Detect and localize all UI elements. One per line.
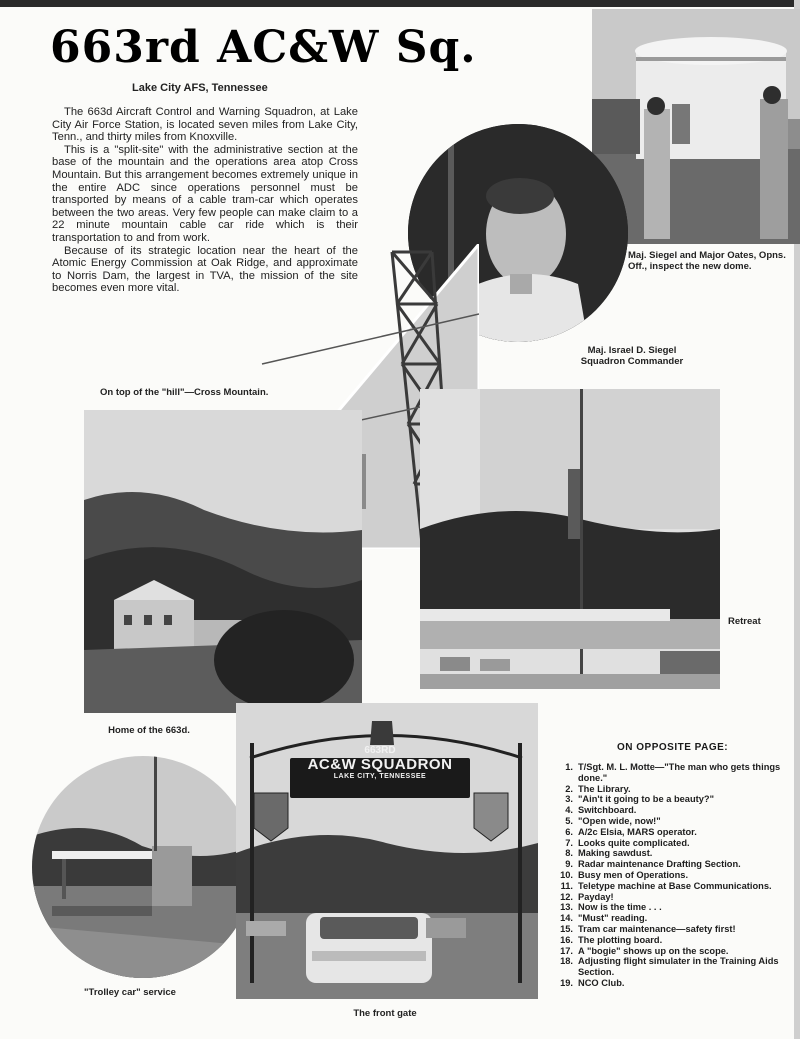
list-item: 3. "Ain't it going to be a beauty?" xyxy=(565,794,715,805)
list-item: 12. Payday! xyxy=(560,891,614,902)
gate-sign-location: LAKE CITY, TENNESSEE xyxy=(333,773,427,780)
opposite-page-heading: ON OPPOSITE PAGE: xyxy=(617,742,729,753)
opposite-page-list xyxy=(557,762,787,989)
list-item: 4. Switchboard. xyxy=(565,805,637,816)
list-item: 13. Now is the time . . . xyxy=(560,902,662,913)
list-item: 9. Radar maintenance Drafting Section. xyxy=(565,859,741,870)
intro-paragraph: The 663d Aircraft Control and Warning Squadron, at Lake City Air Force Station, is located seven miles from Lake City, Tenn., and thirty miles from Knoxville. xyxy=(52,106,358,144)
list-item: 5. "Open wide, now!" xyxy=(565,815,661,826)
page-top-edge xyxy=(0,0,800,7)
home-caption: Home of the 663d. xyxy=(108,725,190,736)
cross-mountain-caption: On top of the "hill"—Cross Mountain. xyxy=(100,387,269,398)
list-item: 18. Adjusting flight simulater in the Training Aids Section. xyxy=(560,956,779,978)
front-gate-caption: The front gate xyxy=(353,1008,417,1019)
retreat-photo xyxy=(420,389,720,689)
list-item: 14. "Must" reading. xyxy=(560,913,648,924)
list-item: 19. NCO Club. xyxy=(560,977,625,988)
intro-paragraph: Because of its strategic location near the heart of the Atomic Energy Commission at Oak Ridge, and approximate to Norris Dam, the largest in TVA, the mission of the site becomes even more vital. xyxy=(52,244,358,295)
gate-sign-text xyxy=(290,745,470,781)
list-item: 7. Looks quite complicated. xyxy=(565,837,690,848)
list-item: 10. Busy men of Operations. xyxy=(560,869,689,880)
gate-sign-number: 663RD xyxy=(364,745,396,756)
trolley-photo xyxy=(32,756,254,978)
list-item: 17. A "bogie" shows up on the scope. xyxy=(560,945,729,956)
retreat-caption: Retreat xyxy=(728,616,761,627)
commander-name: Maj. Israel D. Siegel xyxy=(587,345,677,356)
page-subtitle: Lake City AFS, Tennessee xyxy=(132,82,268,94)
page-title: 663rd AC&W Sq. xyxy=(50,22,477,73)
commander-title: Squadron Commander xyxy=(580,356,684,367)
list-item: 11. Teletype machine at Base Communications. xyxy=(560,880,772,891)
list-item: 1. T/Sgt. M. L. Motte—"The man who gets things done." xyxy=(565,762,781,783)
list-item: 15. Tram car maintenance—safety first! xyxy=(560,923,736,934)
list-item: 6. A/2c Elsia, MARS operator. xyxy=(565,826,697,837)
list-item: 16. The plotting board. xyxy=(560,934,663,945)
trolley-caption: "Trolley car" service xyxy=(84,987,176,998)
gate-sign-name: AC&W SQUADRON xyxy=(307,756,453,773)
list-item: 8. Making sawdust. xyxy=(565,848,653,859)
intro-paragraph: This is a "split-site" with the administrative section at the base of the mountain and the operations area atop Cross Mountain. But this arrangement becomes extremely unique in the entire ADC since operations personnel must be transported by means of a cable tram-car which operates between the two areas. Very few people can make claim to a 22 minute mountain cable car ride which is their transportation to and from work. xyxy=(52,143,358,244)
dome-caption: Maj. Siegel and Major Oates, Opns. Off., inspect the new dome. xyxy=(628,250,786,272)
commander-caption xyxy=(552,345,712,367)
home-photo xyxy=(84,410,362,713)
list-item: 2. The Library. xyxy=(565,783,631,794)
